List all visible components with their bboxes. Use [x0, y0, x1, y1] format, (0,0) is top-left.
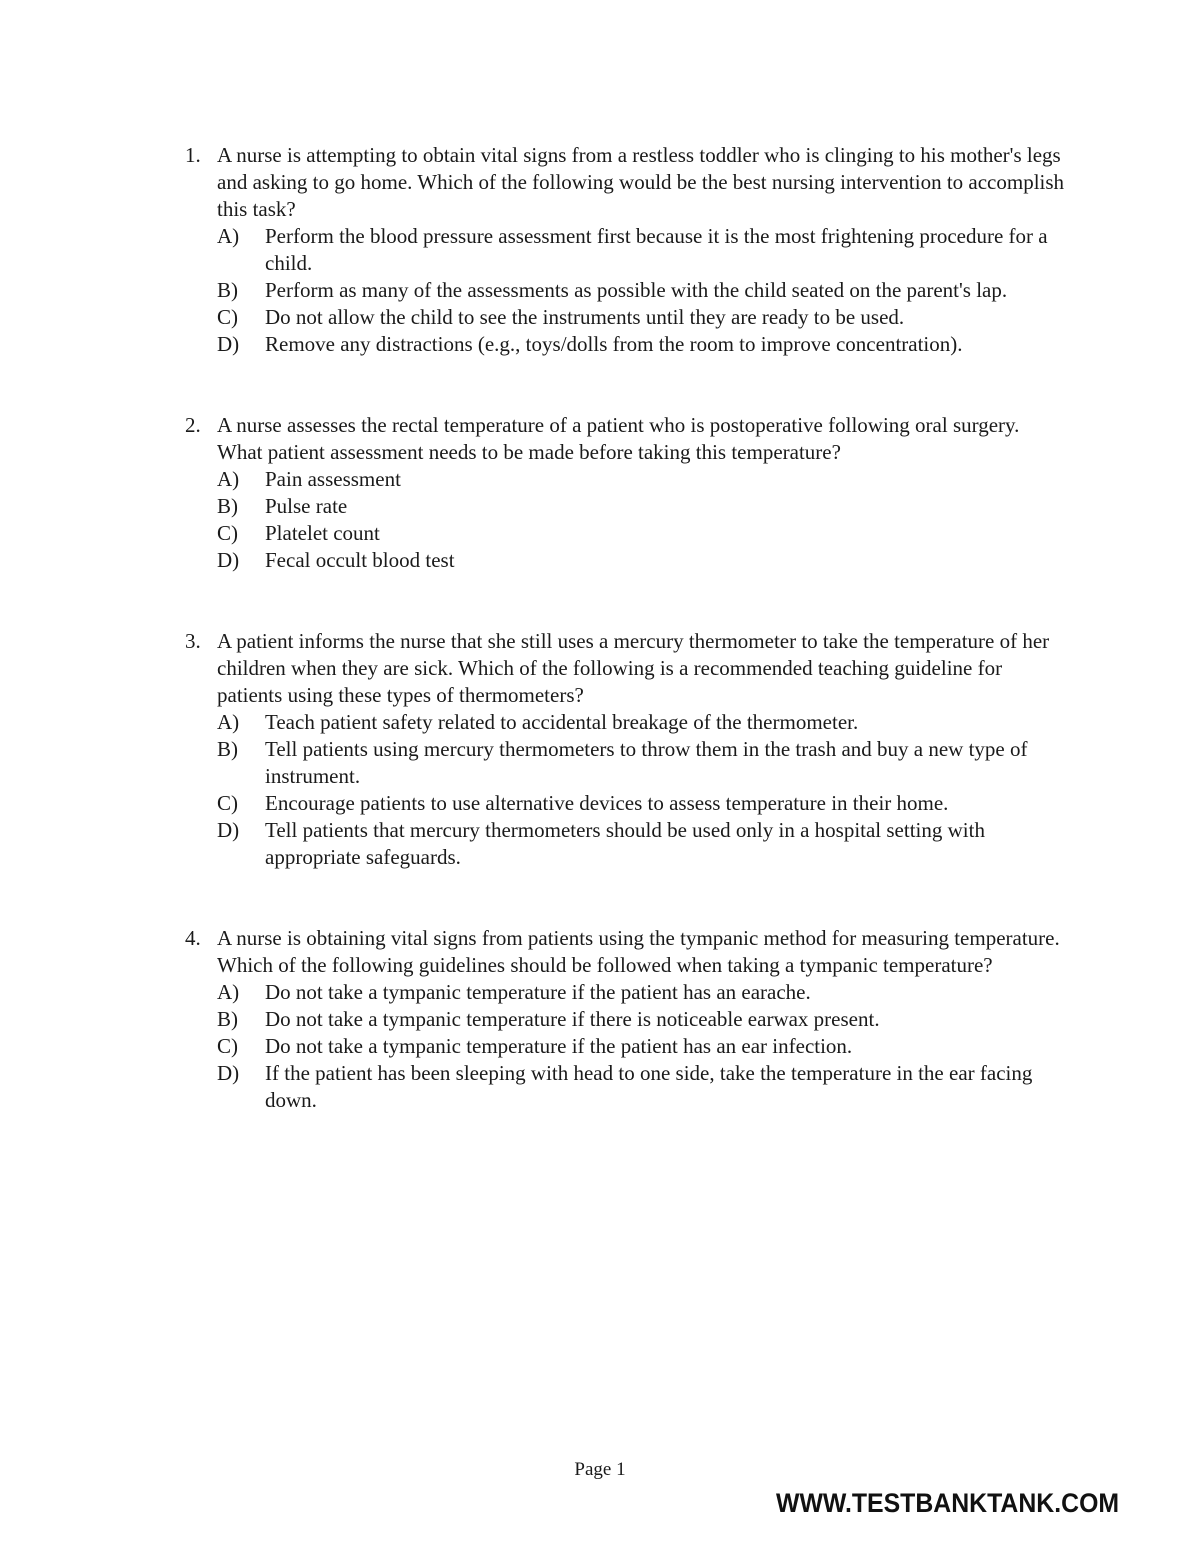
question-1 — [185, 142, 1065, 358]
choice-a — [217, 709, 1065, 736]
choice-b — [217, 277, 1065, 304]
choice-text: Do not take a tympanic temperature if the patient has an earache. — [265, 980, 811, 1004]
choice-text: Perform as many of the assessments as possible with the child seated on the parent's lap. — [265, 278, 1008, 302]
question-number: 1. — [185, 143, 201, 167]
choice-d — [217, 547, 1065, 574]
choice-d — [217, 331, 1065, 358]
choice-list — [217, 466, 1065, 574]
choice-text: Pulse rate — [265, 494, 348, 518]
question-text: A nurse is attempting to obtain vital signs from a restless toddler who is clinging to his mother's legs and asking to go home. Which of the following would be the best nursing intervention to accomplish this task? — [217, 143, 1065, 221]
choice-b — [217, 736, 1065, 790]
choice-c — [217, 790, 1065, 817]
choice-a — [217, 466, 1065, 493]
choice-letter: B) — [217, 1007, 238, 1031]
choice-c — [217, 1033, 1065, 1060]
choice-text: Encourage patients to use alternative devices to assess temperature in their home. — [265, 791, 949, 815]
choice-letter: D) — [217, 332, 240, 356]
choice-b — [217, 493, 1065, 520]
choice-text: Tell patients using mercury thermometers to throw them in the trash and buy a new type of instrument. — [265, 737, 1028, 788]
choice-letter: C) — [217, 791, 238, 815]
choice-text: Pain assessment — [265, 467, 401, 491]
choice-letter: A) — [217, 224, 240, 248]
choice-letter: B) — [217, 737, 238, 761]
choice-text: Remove any distractions (e.g., toys/dolls from the room to improve concentration). — [265, 332, 963, 356]
question-number: 4. — [185, 926, 201, 950]
question-text: A patient informs the nurse that she still uses a mercury thermometer to take the temperature of her children when they are sick. Which of the following is a recommended teaching guideline for patients using these types of thermometers? — [217, 629, 1050, 707]
choice-list — [217, 709, 1065, 871]
question-3 — [185, 628, 1065, 871]
choice-text: Platelet count — [265, 521, 380, 545]
choice-letter: A) — [217, 710, 240, 734]
choice-a — [217, 979, 1065, 1006]
choice-list — [217, 979, 1065, 1114]
choice-letter: D) — [217, 818, 240, 842]
choice-text: Fecal occult blood test — [265, 548, 455, 572]
choice-a — [217, 223, 1065, 277]
choice-text: Teach patient safety related to accidental breakage of the thermometer. — [265, 710, 859, 734]
choice-text: Tell patients that mercury thermometers should be used only in a hospital setting with appropriate safeguards. — [265, 818, 985, 869]
choice-text: Do not take a tympanic temperature if the patient has an ear infection. — [265, 1034, 853, 1058]
choice-letter: A) — [217, 980, 240, 1004]
question-number: 2. — [185, 413, 201, 437]
choice-letter: C) — [217, 521, 238, 545]
page-number: Page 1 — [574, 1459, 626, 1480]
choice-d — [217, 1060, 1065, 1114]
choice-d — [217, 817, 1065, 871]
choice-b — [217, 1006, 1065, 1033]
question-number: 3. — [185, 629, 201, 653]
choice-letter: A) — [217, 467, 240, 491]
choice-letter: C) — [217, 1034, 238, 1058]
question-text: A nurse is obtaining vital signs from patients using the tympanic method for measuring temperature. Which of the following guidelines should be followed when taking a tympanic temperature? — [217, 926, 1060, 977]
choice-letter: D) — [217, 548, 240, 572]
choice-text: Do not take a tympanic temperature if there is noticeable earwax present. — [265, 1007, 880, 1031]
choice-letter: B) — [217, 494, 238, 518]
watermark: WWW.TESTBANKTANK.COM — [776, 1488, 1120, 1518]
choice-letter: D) — [217, 1061, 240, 1085]
choice-c — [217, 304, 1065, 331]
choice-list — [217, 223, 1065, 358]
choice-text: Do not allow the child to see the instruments until they are ready to be used. — [265, 305, 905, 329]
question-list — [185, 142, 1065, 1114]
choice-text: Perform the blood pressure assessment first because it is the most frightening procedure for a child. — [265, 224, 1048, 275]
question-2 — [185, 412, 1065, 574]
question-4 — [185, 925, 1065, 1114]
choice-letter: C) — [217, 305, 238, 329]
choice-text: If the patient has been sleeping with head to one side, take the temperature in the ear facing down. — [265, 1061, 1033, 1112]
question-text: A nurse assesses the rectal temperature of a patient who is postoperative following oral surgery. What patient assessment needs to be made before taking this temperature? — [217, 413, 1020, 464]
choice-c — [217, 520, 1065, 547]
choice-letter: B) — [217, 278, 238, 302]
